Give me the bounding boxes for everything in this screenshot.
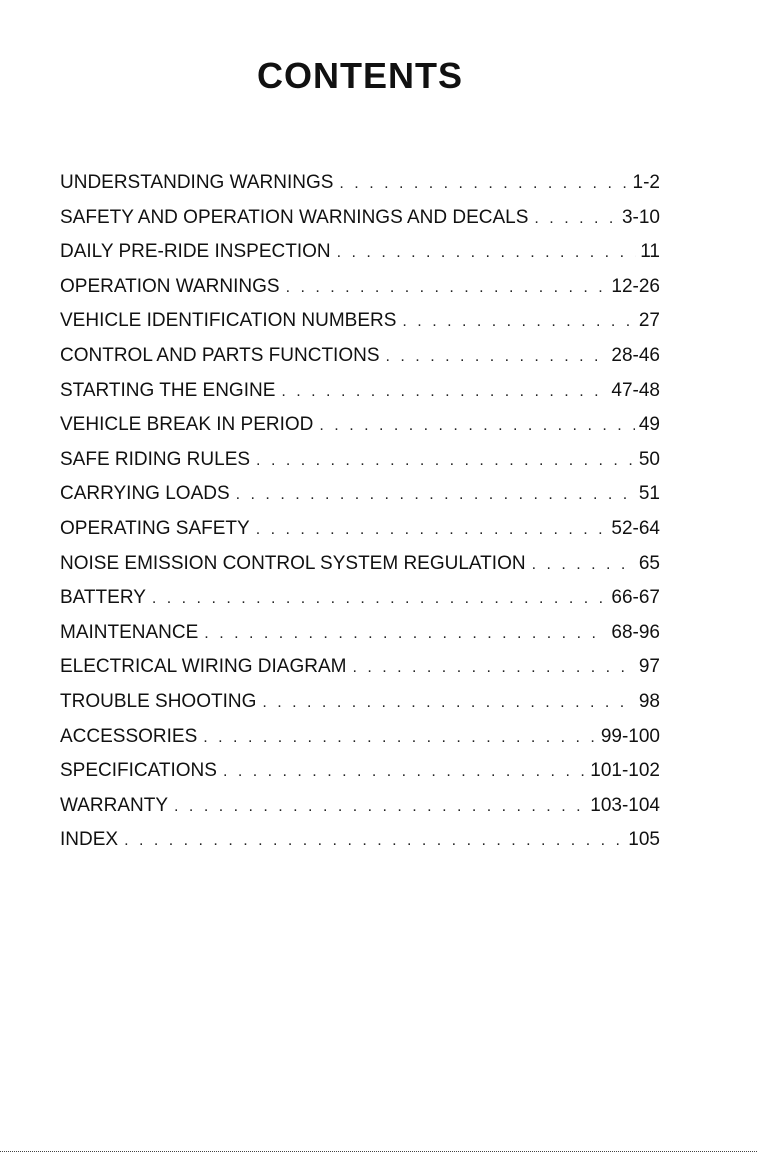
toc-entry xyxy=(60,235,660,270)
toc-entry-page-number: 101-102 xyxy=(590,760,660,782)
toc-entry-page-number: 50 xyxy=(638,448,660,470)
toc-entry xyxy=(60,754,660,789)
toc-entry-label: UNDERSTANDING WARNINGS xyxy=(60,172,334,193)
toc-entry-label: NOISE EMISSION CONTROL SYSTEM REGULATION xyxy=(60,552,526,574)
toc-entry-label: SAFE RIDING RULES xyxy=(60,448,251,470)
toc-entry xyxy=(60,374,660,409)
toc-entry-page-number: 97 xyxy=(638,656,660,678)
toc-entry-label: OPERATION WARNINGS xyxy=(60,275,280,297)
page-title: CONTENTS xyxy=(257,55,463,96)
toc-entry-page-number: 3-10 xyxy=(621,206,660,228)
toc-entry-label: DAILY PRE-RIDE INSPECTION xyxy=(60,241,331,263)
toc-entry-label: MAINTENANCE xyxy=(60,621,199,643)
dot-leader xyxy=(286,271,608,306)
dot-leader xyxy=(204,617,607,652)
toc-entry xyxy=(60,443,660,478)
toc-entry-label: WARRANTY xyxy=(60,794,169,816)
toc-entry-label: ACCESSORIES xyxy=(60,725,198,747)
toc-entry-label: BATTERY xyxy=(60,587,146,609)
toc-entry-page-number: 28-46 xyxy=(611,344,660,366)
dot-leader xyxy=(262,686,635,721)
dot-leader xyxy=(352,651,634,686)
toc-entry-page-number: 68-96 xyxy=(611,621,660,643)
toc-entry xyxy=(60,166,660,201)
table-of-contents xyxy=(60,166,660,858)
dot-leader xyxy=(281,375,607,410)
toc-entry-page-number: 99-100 xyxy=(600,725,660,747)
page-bottom-edge xyxy=(0,1151,757,1152)
dot-leader xyxy=(532,548,635,583)
dot-leader xyxy=(337,236,637,271)
dot-leader xyxy=(256,513,608,548)
dot-leader xyxy=(152,582,608,617)
dot-leader xyxy=(339,167,628,202)
toc-entry xyxy=(60,650,660,685)
toc-entry-page-number: 105 xyxy=(628,829,660,851)
toc-entry xyxy=(60,616,660,651)
toc-entry xyxy=(60,339,660,374)
toc-entry xyxy=(60,720,660,755)
toc-entry xyxy=(60,823,660,858)
dot-leader xyxy=(236,478,635,513)
toc-entry-label: TROUBLE SHOOTING xyxy=(60,690,257,712)
dot-leader xyxy=(256,444,635,479)
toc-entry-label: ELECTRICAL WIRING DIAGRAM xyxy=(60,656,347,678)
toc-entry-page-number: 98 xyxy=(638,690,660,712)
toc-entry-label: VEHICLE BREAK IN PERIOD xyxy=(60,414,314,436)
toc-entry-label: VEHICLE IDENTIFICATION NUMBERS xyxy=(60,310,397,332)
toc-entry-label: SAFETY AND OPERATION WARNINGS AND DECALS xyxy=(60,206,529,228)
toc-entry-page-number: 65 xyxy=(638,552,660,574)
dot-leader xyxy=(386,340,608,375)
toc-entry-page-number: 103-104 xyxy=(590,794,660,816)
dot-leader xyxy=(124,824,624,859)
dot-leader xyxy=(203,721,597,756)
toc-entry xyxy=(60,477,660,512)
toc-entry xyxy=(60,270,660,305)
toc-entry-page-number: 47-48 xyxy=(611,379,660,401)
toc-entry xyxy=(60,201,660,236)
dot-leader xyxy=(319,409,634,444)
dot-leader xyxy=(534,202,618,237)
toc-entry xyxy=(60,547,660,582)
toc-entry-page-number: 49 xyxy=(638,414,660,436)
dot-leader xyxy=(402,305,634,340)
toc-entry-page-number: 27 xyxy=(638,310,660,332)
toc-entry-label: SPECIFICATIONS xyxy=(60,760,217,782)
toc-entry-label: OPERATING SAFETY xyxy=(60,517,250,539)
toc-entry-page-number: 11 xyxy=(640,241,660,263)
toc-entry-page-number: 12-26 xyxy=(611,275,660,297)
toc-entry-page-number: 52-64 xyxy=(611,517,660,539)
dot-leader xyxy=(223,755,586,790)
toc-entry xyxy=(60,304,660,339)
dot-leader xyxy=(174,790,586,825)
toc-entry-page-number: 1-2 xyxy=(632,172,660,193)
toc-entry-page-number: 51 xyxy=(638,483,660,505)
toc-entry-label: CONTROL AND PARTS FUNCTIONS xyxy=(60,344,380,366)
toc-entry-label: INDEX xyxy=(60,829,119,851)
toc-entry-label: STARTING THE ENGINE xyxy=(60,379,276,401)
toc-entry xyxy=(60,685,660,720)
toc-entry xyxy=(60,408,660,443)
toc-entry-label: CARRYING LOADS xyxy=(60,483,230,505)
toc-entry-page-number: 66-67 xyxy=(611,587,660,609)
toc-entry xyxy=(60,512,660,547)
toc-entry xyxy=(60,789,660,824)
toc-entry xyxy=(60,581,660,616)
